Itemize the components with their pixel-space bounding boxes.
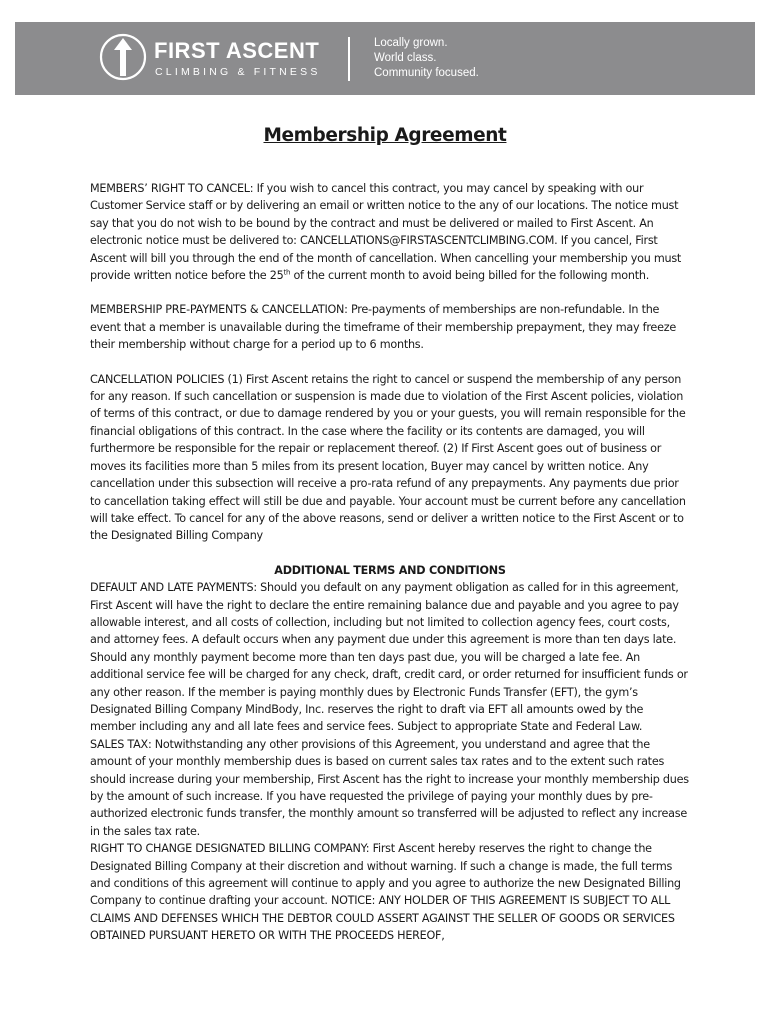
header-divider <box>348 37 350 81</box>
paragraph-cancellation-policies: CANCELLATION POLICIES (1) First Ascent retains the right to cancel or suspend the membership of any person for any reason. If such cancellation or suspension is made due to violation of the First Ascent policies, violation of terms of this contract, or due to damage rendered by you or your guests, you will remain responsible for the financial obligations of this contract. In the case where the facility or its contents are damaged, you will furthermore be responsible for the repair or replacement thereof. (2) If First Ascent goes out of business or moves its facilities more than 5 miles from its present location, Buyer may cancel by written notice. Any cancellation under this subsection will receive a pro-rata refund of any prepayments. Any payments due prior to cancellation taking effect will still be due and payable. Your account must be current before any cancellation will take effect. To cancel for any of the above reasons, send or deliver a written notice to the First Ascent or to the Designated Billing Company <box>90 372 686 543</box>
tagline-line: Community focused. <box>374 67 479 79</box>
brand-subtitle: CLIMBING & FITNESS <box>155 66 321 78</box>
paragraph-sales-tax: SALES TAX: Notwithstanding any other provisions of this Agreement, you understand and agree that the amount of your monthly membership dues is based on current sales tax rates and to the extent such rates should increase during your membership, First Ascent has the right to increase your monthly membership dues by the amount of such increase. If you have requested the privilege of paying your monthly dues by pre-authorized electronic funds transfer, the monthly amount so transferred will be adjusted to reflect any increase in the sales tax rate. <box>90 737 689 838</box>
brand-name: FIRST ASCENT <box>154 38 320 63</box>
header-banner <box>15 22 755 95</box>
tagline-line: Locally grown. <box>374 37 448 49</box>
paragraph-billing-change: RIGHT TO CHANGE DESIGNATED BILLING COMPANY: First Ascent hereby reserves the right to change the Designated Billing Company at their discretion and without warning. If such a change is made, the full terms and conditions of this agreement will continue to apply and you agree to authorize the new Designated Billing Company to continue drafting your account. NOTICE: ANY HOLDER OF THIS AGREEMENT IS SUBJECT TO ALL CLAIMS AND DEFENSES WHICH THE DEBTOR COULD ASSERT AGAINST THE SELLER OF GOODS OR SERVICES OBTAINED PURSUANT HERETO OR WITH THE PROCEEDS HEREOF, <box>90 842 681 943</box>
section-heading: ADDITIONAL TERMS AND CONDITIONS <box>274 563 506 577</box>
paragraph-text: MEMBERS’ RIGHT TO CANCEL: If you wish to cancel this contract, you may cancel by speaking with our Customer Service staff or by delivering an email or written notice to the any of our locations. The notice must say that you do not wish to be bound by the contract and must be delivered or mailed to First Ascent. An electronic notice must be delivered to: CANCELLATIONS@FIRSTASCENTCLIMBING.COM. If you cancel, First Ascent will bill you through the end of the month of cancellation. When cancelling your membership you must provide written notice before the 25 <box>90 182 682 283</box>
paragraph-default-late: DEFAULT AND LATE PAYMENTS: Should you default on any payment obligation as called for in this agreement, First Ascent will have the right to declare the entire remaining balance due and payable and you agree to pay allowable interest, and all costs of collection, including but not limited to collection agency fees, court costs, and attorney fees. A default occurs when any payment due under this agreement is more than ten days late. Should any monthly payment become more than ten days past due, you will be charged a late fee. An additional service fee will be charged for any check, draft, credit card, or order returned for insufficient funds or any other reason. If the member is paying monthly dues by Electronic Funds Transfer (EFT), the gym’s Designated Billing Company MindBody, Inc. reserves the right to draft via EFT all amounts owed by the member including any and all late fees and service fees. Subject to appropriate State and Federal Law. <box>90 581 688 734</box>
document-title: Membership Agreement <box>263 125 507 146</box>
tagline <box>374 36 479 81</box>
paragraph-text: of the current month to avoid being billed for the following month. <box>290 269 650 283</box>
up-arrow-logo-icon <box>98 32 148 82</box>
document-body <box>90 180 690 945</box>
tagline-line: World class. <box>374 52 437 64</box>
superscript: th <box>283 268 291 277</box>
paragraph-right-to-cancel <box>90 180 690 284</box>
paragraph-prepayments: MEMBERSHIP PRE-PAYMENTS & CANCELLATION: Pre-payments of memberships are non-refundable. In the event that a member is unavailable during the timeframe of their membership prepayment, they may freeze their membership without charge for a period up to 6 months. <box>90 303 676 352</box>
